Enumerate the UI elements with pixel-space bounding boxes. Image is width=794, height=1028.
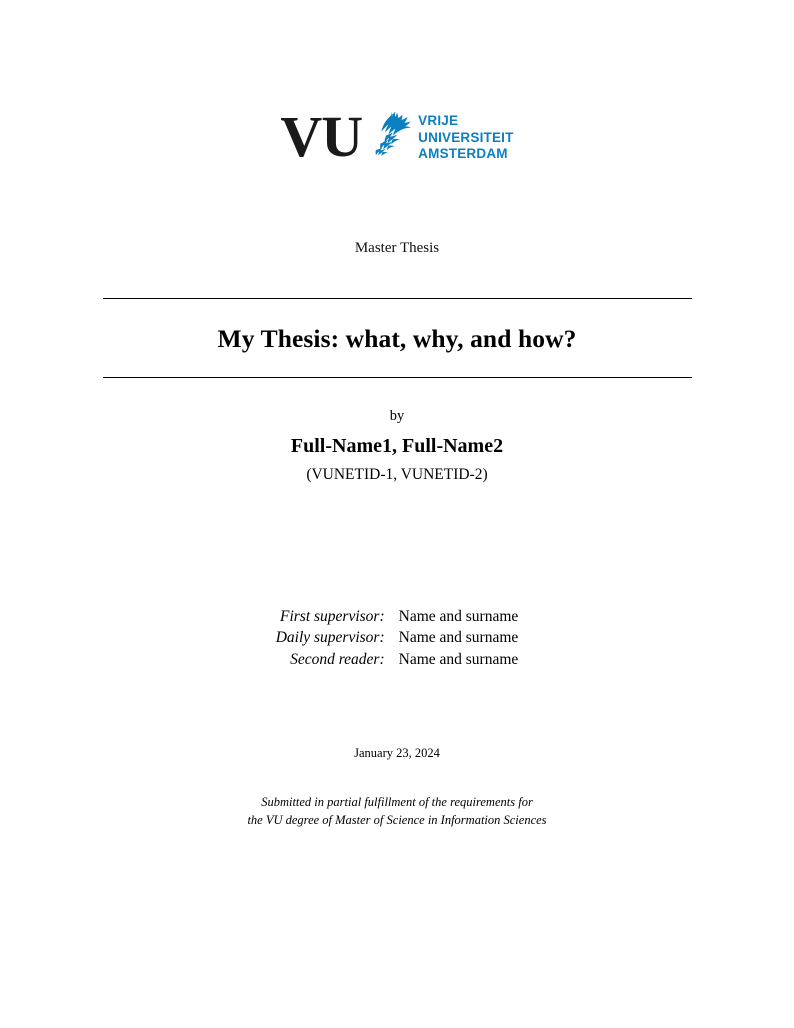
vu-logo-line-3: AMSTERDAM: [418, 146, 508, 162]
supervisor-name: Name and surname: [398, 650, 519, 668]
supervisor-row: [276, 650, 519, 671]
author-ids: (VUNETID-1, VUNETID-2): [306, 466, 488, 483]
vu-griffin-bird-icon: [366, 109, 412, 165]
supervisor-role: Daily supervisor:: [275, 629, 385, 647]
supervisor-list: [0, 607, 794, 671]
supervisor-name: Name and surname: [398, 608, 519, 625]
supervisor-row: [276, 607, 519, 628]
author-names: Full-Name1, Full-Name2: [290, 435, 504, 457]
title-rule-bottom: [103, 377, 692, 378]
vu-logo-inner: [280, 104, 514, 169]
vu-logo-text: [418, 113, 513, 162]
supervisor-row: [276, 628, 519, 649]
supervisor-role: First supervisor:: [280, 608, 385, 625]
vu-wordmark: VU: [280, 104, 363, 169]
page-title: My Thesis: what, why, and how?: [217, 324, 577, 353]
document-type: Master Thesis: [354, 240, 440, 256]
degree-statement-line-2: the VU degree of Master of Science in Information Sciences: [247, 812, 547, 827]
supervisor-name: Name and surname: [398, 629, 519, 647]
title-rule-top: [103, 298, 692, 299]
vu-logo-line-2: UNIVERSITEIT: [418, 129, 514, 145]
vu-logo-line-1: VRIJE: [418, 113, 459, 129]
degree-statement: [0, 794, 794, 830]
degree-statement-line-1: Submitted in partial fulfillment of the requirements for: [261, 795, 533, 809]
supervisor-role: Second reader:: [290, 650, 385, 668]
by-label: by: [389, 408, 405, 424]
vu-logo: [0, 104, 794, 169]
submission-date: January 23, 2024: [354, 746, 440, 760]
